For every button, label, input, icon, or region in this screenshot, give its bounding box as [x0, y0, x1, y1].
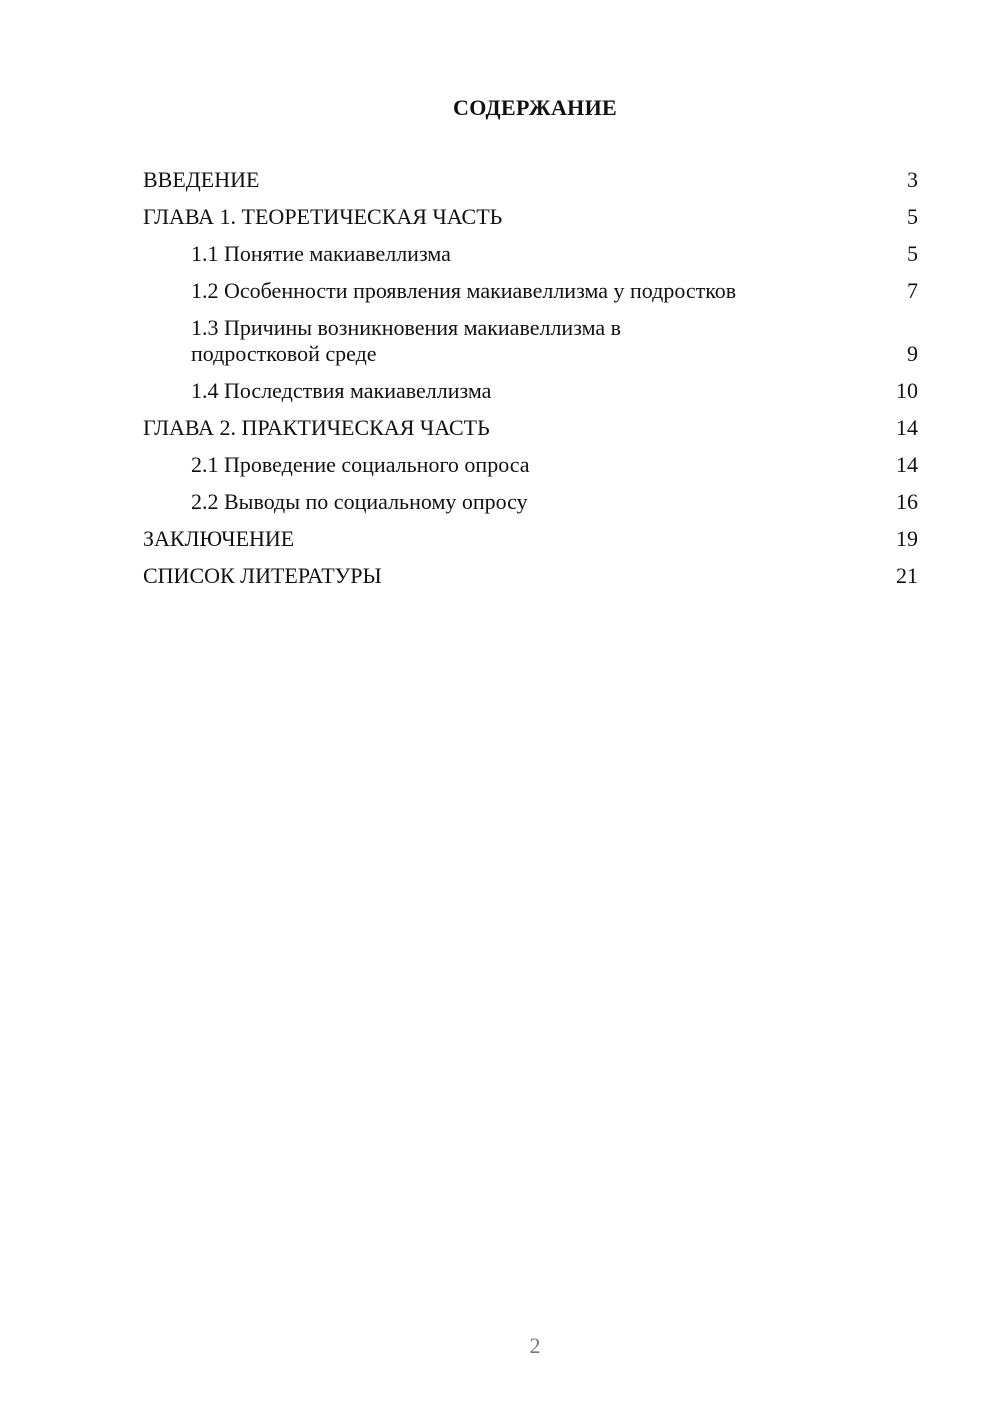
toc-entry-label: 1.1 Понятие макиавеллизма	[191, 241, 451, 266]
toc-entry-label: ВВЕДЕНИЕ	[143, 167, 260, 192]
toc-entry-conclusion[interactable]	[143, 526, 918, 552]
toc-entry-references[interactable]	[143, 563, 918, 589]
toc-entry-label: ЗАКЛЮЧЕНИЕ	[143, 526, 295, 551]
toc-entry-label: СПИСОК ЛИТЕРАТУРЫ	[143, 563, 382, 588]
toc-entry-label: 1.4 Последствия макиавеллизма	[191, 378, 492, 403]
toc-entry-page: 21	[896, 563, 918, 588]
toc-entry-chapter-1[interactable]	[143, 204, 918, 230]
toc-entry-page: 5	[907, 204, 918, 229]
toc-entry-section-2-2[interactable]	[143, 489, 918, 515]
toc-entry-section-1-3[interactable]	[143, 315, 918, 367]
table-of-contents	[143, 167, 918, 600]
toc-entry-label: 1.3 Причины возникновения макиавеллизма в подростковой среде	[191, 315, 621, 366]
toc-entry-section-1-1[interactable]	[143, 241, 918, 267]
toc-entry-label: 2.2 Выводы по социальному опросу	[191, 489, 528, 514]
toc-entry-label: ГЛАВА 2. ПРАКТИЧЕСКАЯ ЧАСТЬ	[143, 415, 490, 440]
toc-title: СОДЕРЖАНИЕ	[453, 95, 617, 120]
toc-entry-label: 1.2 Особенности проявления макиавеллизма у подростков	[191, 278, 737, 303]
page-number: 2	[529, 1333, 541, 1358]
toc-entry-page: 16	[896, 489, 918, 514]
toc-entry-section-2-1[interactable]	[143, 452, 918, 478]
toc-entry-page: 3	[907, 167, 918, 192]
toc-entry-section-1-4[interactable]	[143, 378, 918, 404]
toc-entry-section-1-2[interactable]	[143, 278, 918, 304]
toc-entry-page: 7	[907, 278, 918, 303]
toc-entry-page: 10	[896, 378, 918, 403]
toc-entry-page: 19	[896, 526, 918, 551]
toc-entry-page: 9	[907, 341, 918, 366]
toc-entry-label: ГЛАВА 1. ТЕОРЕТИЧЕСКАЯ ЧАСТЬ	[143, 204, 503, 229]
toc-entry-introduction[interactable]	[143, 167, 918, 193]
toc-entry-page: 14	[896, 415, 918, 440]
toc-entry-page: 5	[907, 241, 918, 266]
toc-entry-page: 14	[896, 452, 918, 477]
toc-entry-chapter-2[interactable]	[143, 415, 918, 441]
toc-entry-label: 2.1 Проведение социального опроса	[191, 452, 530, 477]
